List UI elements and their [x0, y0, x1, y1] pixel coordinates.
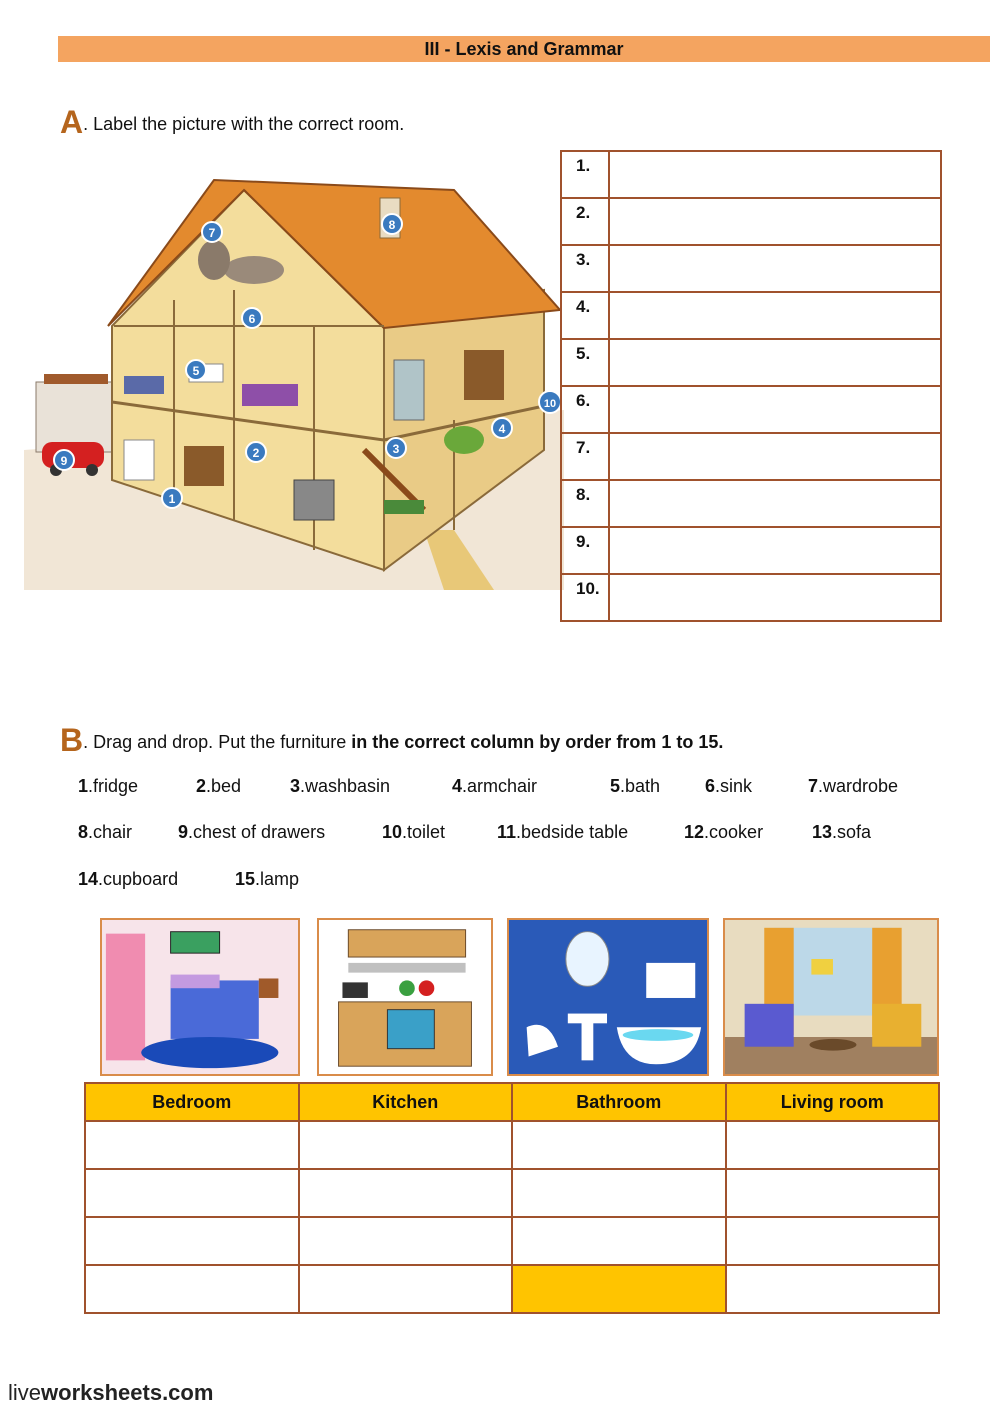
answer-row	[561, 198, 941, 245]
word-text: .wardrobe	[818, 776, 899, 796]
answer-field[interactable]	[609, 527, 941, 574]
row-number: 4.	[561, 292, 609, 339]
living-room-picture	[723, 918, 939, 1076]
word-item[interactable]	[78, 776, 138, 797]
drop-cell[interactable]	[299, 1265, 513, 1313]
answer-row	[561, 480, 941, 527]
word-number: 6	[705, 776, 716, 796]
word-number: 1	[78, 776, 89, 796]
word-text: .chest of drawers	[188, 822, 326, 842]
row-number: 8.	[561, 480, 609, 527]
answer-field[interactable]	[609, 245, 941, 292]
answer-field[interactable]	[609, 386, 941, 433]
word-number: 12	[684, 822, 705, 842]
word-text: .bedside table	[516, 822, 629, 842]
answer-row	[561, 433, 941, 480]
word-item[interactable]	[808, 776, 898, 797]
word-item[interactable]	[196, 776, 241, 797]
section-a-instruction: . Label the picture with the correct room.	[83, 114, 405, 134]
drop-cell	[512, 1265, 726, 1313]
marker-4	[492, 418, 512, 438]
column-header-bedroom: Bedroom	[85, 1083, 299, 1121]
answer-field[interactable]	[609, 433, 941, 480]
row-number: 9.	[561, 527, 609, 574]
answer-row	[561, 292, 941, 339]
answer-field[interactable]	[609, 339, 941, 386]
section-b-title	[60, 722, 723, 759]
word-item[interactable]	[382, 822, 445, 843]
word-item[interactable]	[497, 822, 628, 843]
answer-field[interactable]	[609, 574, 941, 621]
drop-cell[interactable]	[85, 1169, 299, 1217]
word-item[interactable]	[178, 822, 325, 843]
word-text: .armchair	[462, 776, 538, 796]
answer-row	[561, 339, 941, 386]
word-text: .washbasin	[300, 776, 391, 796]
header-title: III - Lexis and Grammar	[424, 39, 624, 59]
footer-brand-bold: worksheets.com	[41, 1380, 214, 1405]
drop-row	[85, 1217, 939, 1265]
marker-10-label: 10	[543, 398, 557, 410]
answer-table-a	[560, 150, 942, 622]
drop-cell[interactable]	[299, 1169, 513, 1217]
word-number: 7	[808, 776, 819, 796]
word-text: .chair	[88, 822, 133, 842]
footer-brand-light: live	[8, 1380, 42, 1405]
word-item[interactable]	[78, 822, 132, 843]
word-text: .sofa	[832, 822, 872, 842]
word-item[interactable]	[290, 776, 390, 797]
word-number: 15	[235, 869, 256, 889]
drop-cell[interactable]	[512, 1217, 726, 1265]
word-item[interactable]	[705, 776, 752, 797]
word-text: .bath	[620, 776, 661, 796]
answer-field[interactable]	[609, 151, 941, 198]
drop-row	[85, 1121, 939, 1169]
marker-4-label: 4	[498, 422, 506, 436]
word-item[interactable]	[235, 869, 299, 890]
row-number: 3.	[561, 245, 609, 292]
row-number: 5.	[561, 339, 609, 386]
answer-field[interactable]	[609, 480, 941, 527]
answer-row	[561, 151, 941, 198]
word-text: .toilet	[402, 822, 446, 842]
answer-row	[561, 527, 941, 574]
word-number: 4	[452, 776, 463, 796]
word-number: 10	[382, 822, 403, 842]
word-text: .sink	[715, 776, 753, 796]
marker-1-label: 1	[168, 492, 176, 506]
drop-row	[85, 1169, 939, 1217]
section-a-title	[60, 104, 404, 141]
marker-2	[246, 442, 266, 462]
drop-cell[interactable]	[299, 1217, 513, 1265]
drop-cell[interactable]	[512, 1169, 726, 1217]
section-a-letter: A	[60, 104, 84, 140]
bedroom-picture	[100, 918, 300, 1076]
word-text: .cupboard	[98, 869, 179, 889]
word-number: 5	[610, 776, 621, 796]
marker-5-label: 5	[192, 364, 200, 378]
marker-6	[242, 308, 262, 328]
header-bar	[58, 36, 990, 62]
drop-cell[interactable]	[85, 1121, 299, 1169]
drop-cell[interactable]	[726, 1121, 940, 1169]
marker-5	[186, 360, 206, 380]
marker-3	[386, 438, 406, 458]
row-number: 10.	[561, 574, 609, 621]
row-number: 6.	[561, 386, 609, 433]
word-text: .lamp	[255, 869, 300, 889]
drop-cell[interactable]	[85, 1217, 299, 1265]
marker-8-label: 8	[388, 218, 396, 232]
answer-field[interactable]	[609, 292, 941, 339]
answer-row	[561, 574, 941, 621]
word-number: 11	[497, 822, 517, 842]
drop-cell[interactable]	[85, 1265, 299, 1313]
section-b-letter: B	[60, 722, 84, 758]
drop-cell[interactable]	[726, 1169, 940, 1217]
word-number: 2	[196, 776, 207, 796]
answer-table-b	[84, 1082, 940, 1314]
kitchen-picture	[317, 918, 493, 1076]
drop-cell[interactable]	[512, 1121, 726, 1169]
word-text: .bed	[206, 776, 242, 796]
row-number: 2.	[561, 198, 609, 245]
section-b-instruction-bold: in the correct column by order from 1 to 15.	[351, 732, 724, 752]
column-header-kitchen: Kitchen	[299, 1083, 513, 1121]
answer-field[interactable]	[609, 198, 941, 245]
row-number: 7.	[561, 433, 609, 480]
word-number: 8	[78, 822, 89, 842]
section-b-instruction: . Drag and drop. Put the furniture	[83, 732, 352, 752]
footer-brand	[8, 1380, 213, 1406]
word-item[interactable]	[812, 822, 871, 843]
drop-cell[interactable]	[299, 1121, 513, 1169]
drop-row	[85, 1265, 939, 1313]
drop-cell[interactable]	[726, 1217, 940, 1265]
word-number: 13	[812, 822, 833, 842]
word-text: .fridge	[88, 776, 139, 796]
column-header-living-room: Living room	[726, 1083, 940, 1121]
drop-cell[interactable]	[726, 1265, 940, 1313]
bathroom-picture	[507, 918, 709, 1076]
word-item[interactable]	[684, 822, 763, 843]
house-illustration	[24, 150, 564, 590]
marker-7	[202, 222, 222, 242]
row-number: 1.	[561, 151, 609, 198]
marker-7-label: 7	[208, 226, 216, 240]
marker-2-label: 2	[252, 446, 260, 460]
word-number: 3	[290, 776, 301, 796]
marker-9	[54, 450, 74, 470]
marker-8	[382, 214, 402, 234]
word-number: 14	[78, 869, 99, 889]
answer-row	[561, 245, 941, 292]
word-number: 9	[178, 822, 189, 842]
marker-6-label: 6	[248, 312, 256, 326]
word-item[interactable]	[78, 869, 178, 890]
marker-9-label: 9	[60, 454, 68, 468]
answer-row	[561, 386, 941, 433]
marker-1	[162, 488, 182, 508]
word-item[interactable]	[452, 776, 537, 797]
word-text: .cooker	[704, 822, 764, 842]
column-header-bathroom: Bathroom	[512, 1083, 726, 1121]
marker-10	[539, 391, 561, 413]
word-item[interactable]	[610, 776, 660, 797]
marker-3-label: 3	[392, 442, 400, 456]
